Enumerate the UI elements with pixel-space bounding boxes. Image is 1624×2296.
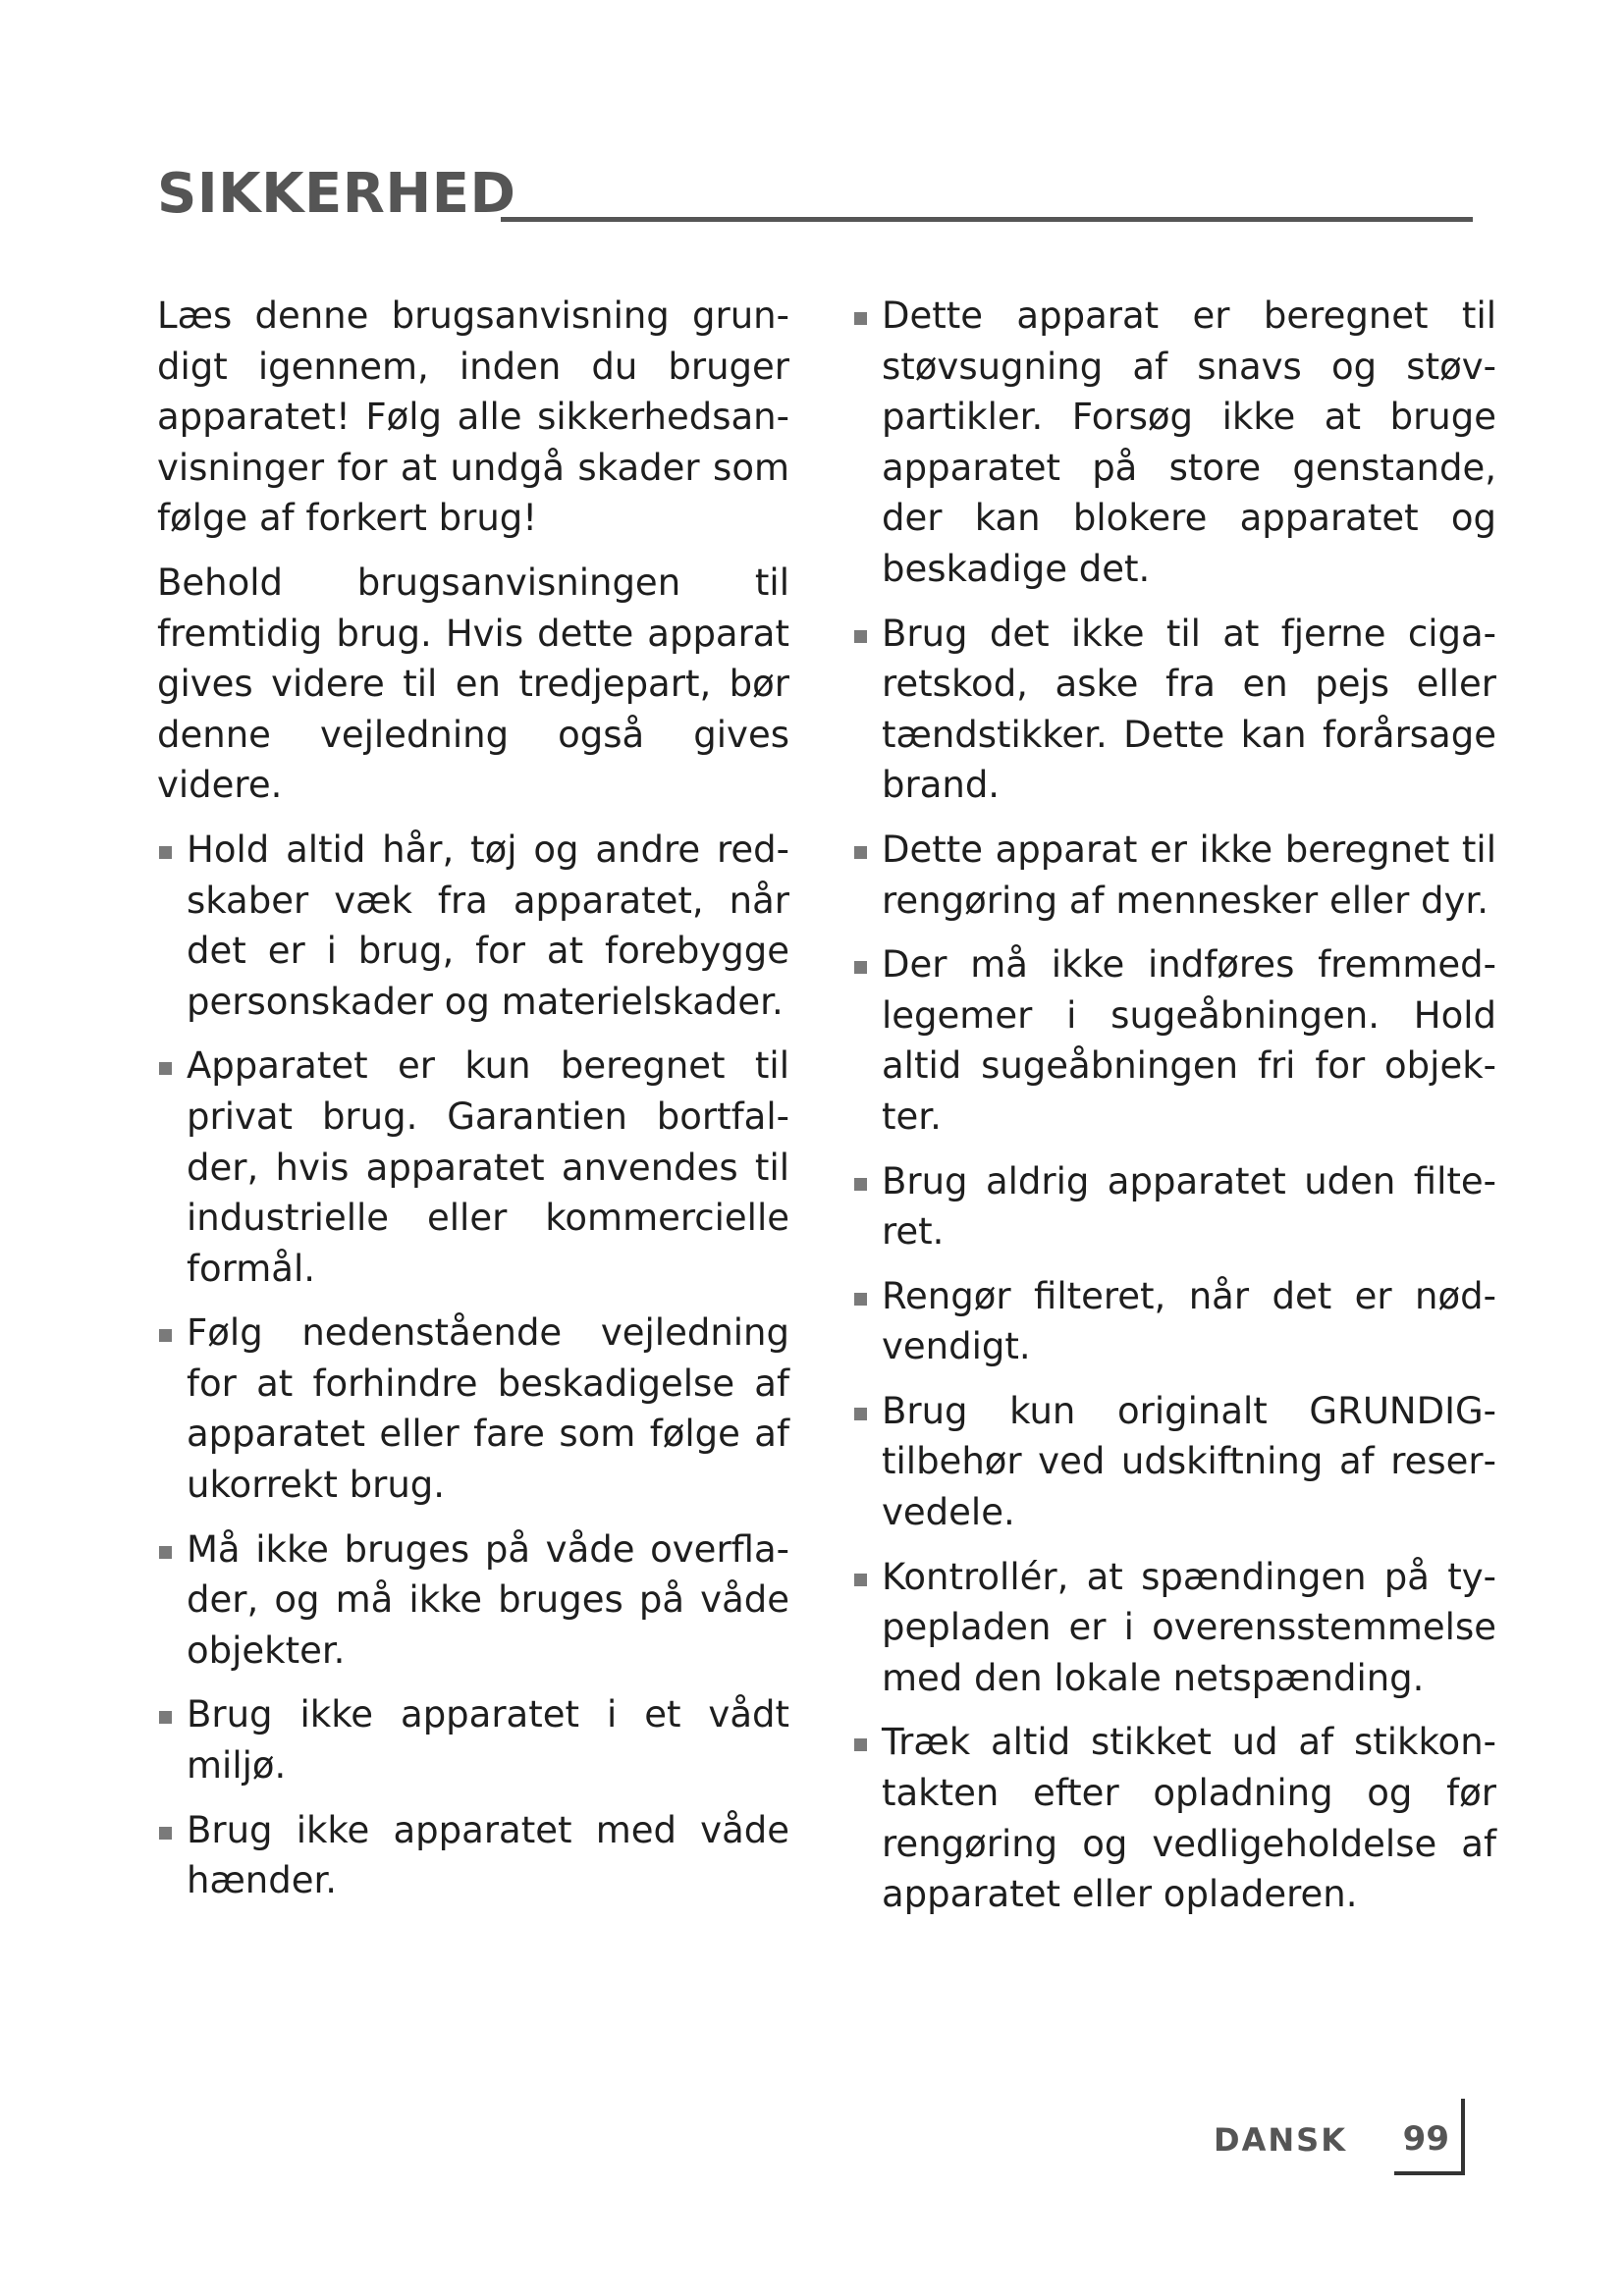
list-item [157,1805,789,1906]
square-bullet-icon [854,1574,867,1586]
square-bullet-icon [159,846,172,859]
list-item-text: Rengør filteret, når det er nødvendigt. [882,1274,1496,1368]
square-bullet-icon [854,1293,867,1306]
page-title: SIKKERHED [157,162,516,226]
list-item-text: Træk altid stikket ud af stikkontakten efter opladning og før rengøring og vedligeholdelse af apparatet eller opladeren. [882,1721,1496,1916]
right-column [852,291,1496,1934]
intro-paragraph: Læs denne brugsanvisning grundigt igennem, inden du bruger apparatet! Følg alle sikkerhedsanvisninger for at undgå skader som følge af forkert brug! [157,294,789,540]
list-item [157,1308,789,1510]
list-item [852,609,1496,811]
list-item [852,1386,1496,1538]
square-bullet-icon [159,1546,172,1559]
list-item-text: Brug kun originalt GRUNDIG-tilbehør ved udskiftning af reservedele. [882,1389,1496,1534]
list-item-text: Hold altid hår, tøj og andre redskaber væk fra apparatet, når det er i brug, for at forebygge personskader og materielskader. [187,828,789,1023]
square-bullet-icon [854,1408,867,1420]
list-item-text: Apparatet er kun beregnet til privat brug. Garantien bortfalder, hvis apparatet anvendes til industrielle eller kommercielle formål. [187,1044,789,1290]
list-item [852,291,1496,595]
square-bullet-icon [159,1062,172,1075]
square-bullet-icon [159,1827,172,1840]
list-item [852,1156,1496,1257]
square-bullet-icon [159,1329,172,1342]
square-bullet-icon [854,846,867,859]
list-item-text: Der må ikke indføres fremmedlegemer i sugeåbningen. Hold altid sugeåbningen fri for objekter. [882,943,1496,1138]
heading-rule [501,217,1473,222]
list-item-text: Følg nedenstående vejledning for at forhindre beskadigelse af apparatet eller fare som følge af ukorrekt brug. [187,1311,789,1507]
page-number: 99 [1402,2119,1449,2159]
list-item [852,1717,1496,1919]
square-bullet-icon [854,1738,867,1751]
list-item [852,1271,1496,1372]
footer-horizontal-rule [1394,2171,1465,2175]
list-item-text: Dette apparat er beregnet til støvsugning af snavs og støvpartikler. Forsøg ikke at bruge apparatet på store genstande, der kan blokere apparatet og beskadige det. [882,294,1496,590]
left-column [157,291,789,1920]
safety-list [157,825,789,1906]
square-bullet-icon [854,961,867,974]
list-item [852,939,1496,1142]
list-item-text: Brug aldrig apparatet uden filteret. [882,1159,1496,1254]
list-item [157,1524,789,1677]
list-item-text: Brug ikke apparatet med våde hænder. [187,1808,789,1902]
list-item-text: Må ikke bruges på våde overflader, og må ikke bruges på våde objekter. [187,1527,789,1672]
list-item-text: Brug det ikke til at fjerne cigaretskod, aske fra en pejs eller tændstikker. Dette kan forårsage brand. [882,612,1496,807]
footer-vertical-rule [1461,2099,1465,2175]
list-item-text: Dette apparat er ikke beregnet til rengøring af mennesker eller dyr. [882,828,1496,922]
footer-language: DANSK [1214,2121,1347,2159]
square-bullet-icon [854,312,867,325]
intro-paragraph: Behold brugsanvisningen til fremtidig brug. Hvis dette apparat gives videre til en tredjepart, bør denne vejledning også gives videre. [157,561,789,807]
section-heading [157,160,1473,239]
page-footer [1159,2099,1492,2187]
list-item [852,825,1496,926]
safety-list [852,291,1496,1920]
list-item [157,825,789,1027]
list-item [852,1552,1496,1704]
square-bullet-icon [854,1178,867,1191]
square-bullet-icon [854,630,867,643]
list-item [157,1041,789,1294]
list-item-text: Kontrollér, at spændingen på typepladen er i overensstemmelse med den lokale netspænding. [882,1555,1496,1699]
square-bullet-icon [159,1711,172,1724]
list-item [157,1689,789,1790]
list-item-text: Brug ikke apparatet i et vådt miljø. [187,1693,789,1788]
